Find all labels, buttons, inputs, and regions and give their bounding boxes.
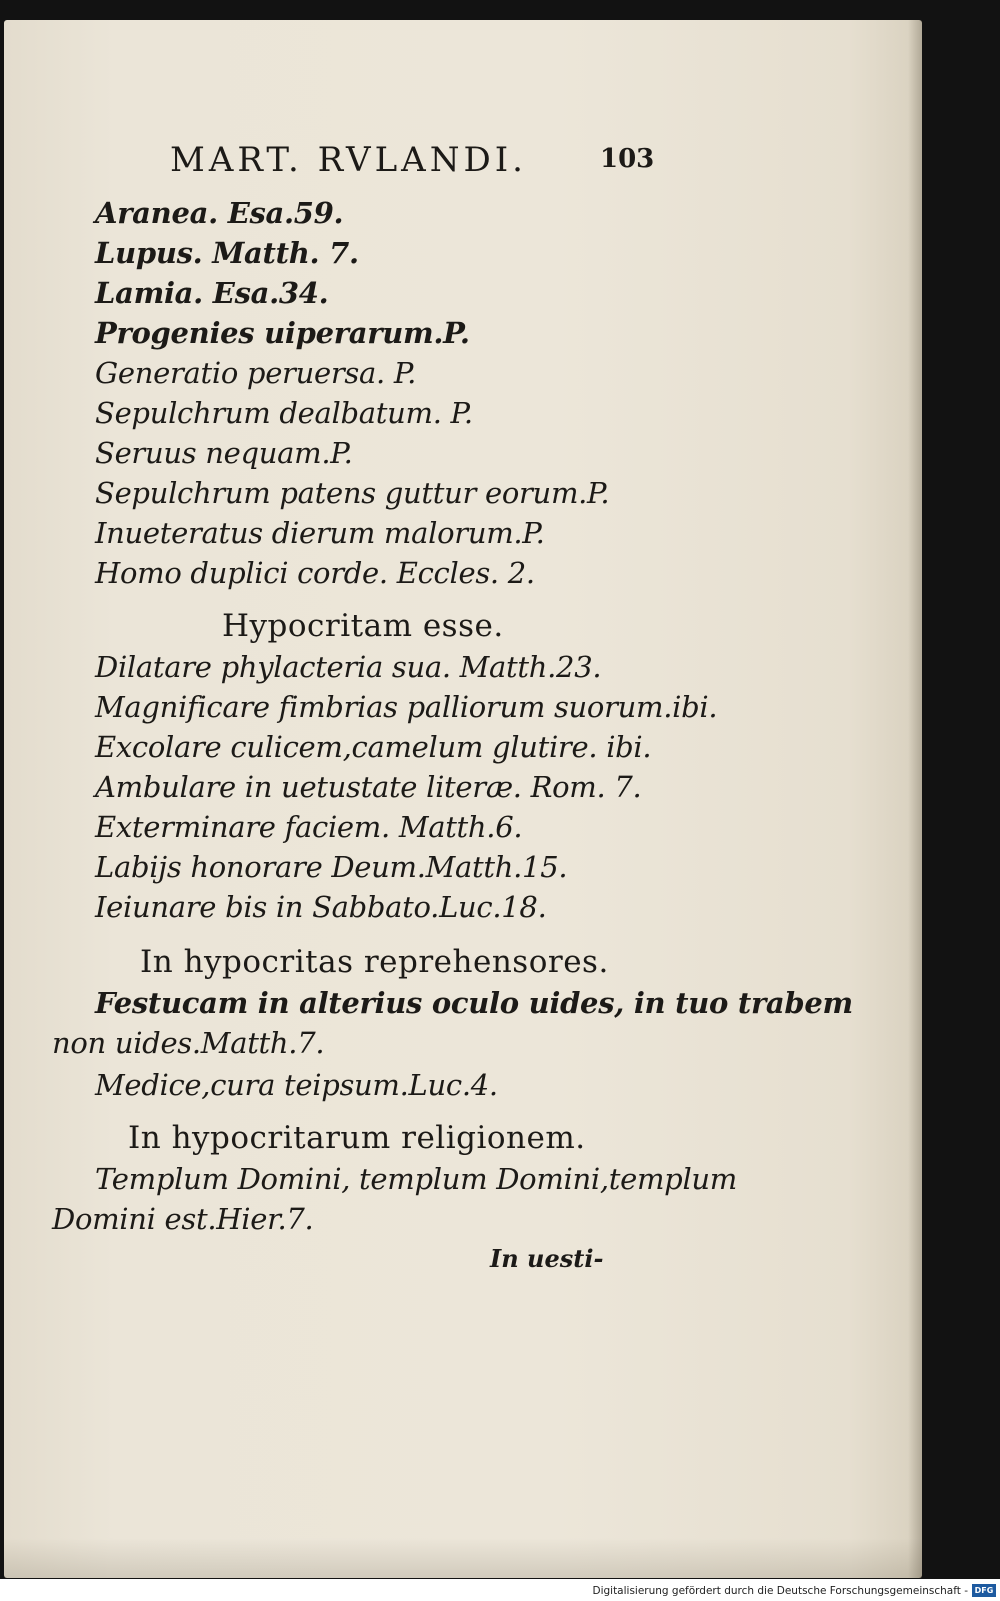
entry-line: non uides.Matth.7. bbox=[52, 1026, 325, 1060]
entry-line: Generatio peruersa. P. bbox=[95, 356, 417, 390]
entry-line: Magnificare fimbrias palliorum suorum.ibi. bbox=[95, 690, 718, 724]
footer-credit: Digitalisierung gefördert durch die Deutsche Forschungsgemeinschaft - bbox=[592, 1585, 968, 1597]
entry-line: Lupus. Matth. 7. bbox=[95, 236, 359, 270]
section-heading: In hypocritarum religionem. bbox=[128, 1120, 586, 1156]
entry-line: Progenies uiperarum.P. bbox=[95, 316, 470, 350]
entry-line: Lamia. Esa.34. bbox=[95, 276, 329, 310]
catchword: In uesti- bbox=[490, 1244, 604, 1273]
entry-line: Ieiunare bis in Sabbato.Luc.18. bbox=[95, 890, 547, 924]
entry-line: Inueteratus dierum malorum.P. bbox=[95, 516, 545, 550]
page-bottom-edge bbox=[4, 1538, 922, 1578]
entry-line: Sepulchrum dealbatum. P. bbox=[95, 396, 473, 430]
entry-line: Ambulare in uetustate literæ. Rom. 7. bbox=[95, 770, 642, 804]
entry-line: Labijs honorare Deum.Matth.15. bbox=[95, 850, 568, 884]
page-number: 103 bbox=[600, 144, 655, 174]
entry-line: Excolare culicem,camelum glutire. ibi. bbox=[95, 730, 652, 764]
entry-line: Templum Domini, templum Domini,templum bbox=[95, 1162, 737, 1196]
footer-bar bbox=[0, 1579, 1000, 1601]
entry-line: Exterminare faciem. Matth.6. bbox=[95, 810, 523, 844]
entry-line: Aranea. Esa.59. bbox=[95, 196, 344, 230]
entry-line: Domini est.Hier.7. bbox=[52, 1202, 314, 1236]
dfg-logo-icon: DFG bbox=[972, 1584, 996, 1597]
entry-line: Sepulchrum patens guttur eorum.P. bbox=[95, 476, 610, 510]
entry-line: Seruus nequam.P. bbox=[95, 436, 353, 470]
entry-line: Medice,cura teipsum.Luc.4. bbox=[95, 1068, 498, 1102]
section-heading: Hypocritam esse. bbox=[222, 608, 504, 644]
section-heading: In hypocritas reprehensores. bbox=[140, 944, 609, 980]
entry-line: Homo duplici corde. Eccles. 2. bbox=[95, 556, 535, 590]
entry-line: Dilatare phylacteria sua. Matth.23. bbox=[95, 650, 602, 684]
entry-line: Festucam in alterius oculo uides, in tuo trabem bbox=[95, 986, 853, 1020]
running-header: MART. RVLANDI. bbox=[170, 140, 527, 180]
page-edge-shadow bbox=[908, 20, 922, 1578]
